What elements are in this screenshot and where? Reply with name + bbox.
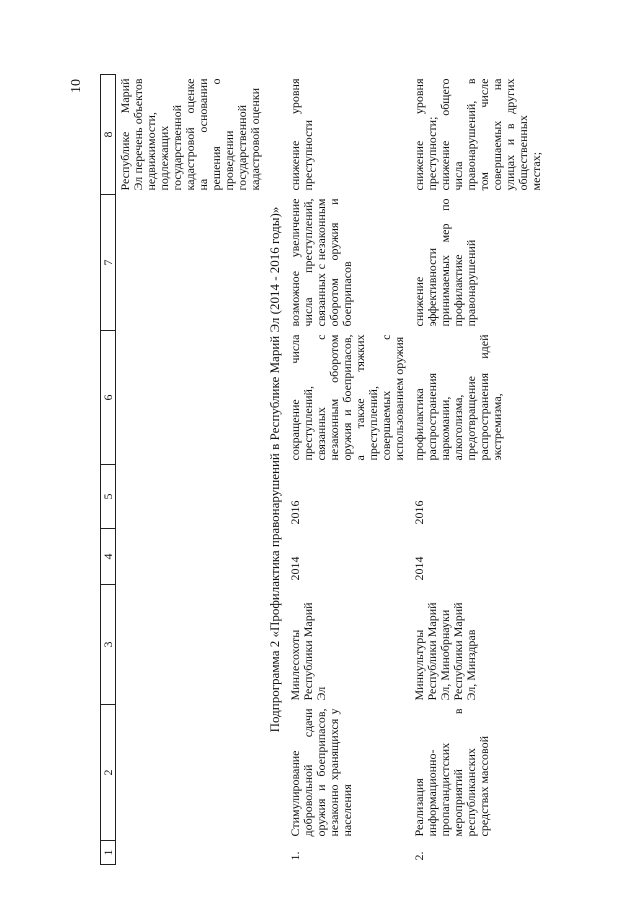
row2-executor: Минкультуры Республики Марий Эл, Минобрнауки Республики Марий Эл, Минздрав: [412, 602, 478, 701]
row2-result: профилактика распространения наркомании, алкоголизма, предотвращение распространения идей экстремизма,: [412, 334, 504, 461]
row1-event: Стимулирование добровольной сдачи оружия и боеприпасов, незаконно хранящихся у населения: [288, 708, 354, 837]
program-table: [100, 74, 543, 865]
col-header-7: 7: [101, 195, 116, 331]
col-header-4: 4: [101, 529, 116, 585]
col-header-3: 3: [101, 585, 116, 705]
col-header-1: 1: [101, 841, 116, 865]
row1-result: сокращение числа преступлений, связанных с незаконным оборотом оружия и боеприпасов, а также тяжких преступлений, совершаемых с использованием оружия: [288, 334, 406, 461]
row2-start: 2014: [412, 556, 426, 581]
row1-num: 1.: [288, 851, 302, 861]
rotated-table-area: [100, 75, 620, 865]
row1-indicator: снижение уровня преступности: [288, 78, 315, 191]
page-number: 10: [69, 79, 84, 93]
col-header-5: 5: [101, 465, 116, 529]
row2-indicator: снижение уровня преступности; снижение общего числа правонарушений, в том числе совершаемых на улицах и в других общественных местах;: [412, 78, 543, 191]
col-header-2: 2: [101, 705, 116, 841]
row2-end: 2016: [412, 500, 426, 525]
table-row: [286, 75, 406, 865]
col-header-8: 8: [101, 75, 116, 195]
top-continued-row: [116, 75, 263, 865]
row1-end: 2016: [288, 500, 302, 525]
subprogram-title: Подпрограмма 2 «Профилактика правонарушений в Республике Марий Эл (2014 - 2016 годы)»: [267, 206, 282, 733]
row2-num: 2.: [412, 851, 426, 861]
subprogram-row: [262, 75, 286, 865]
row1-start: 2014: [288, 556, 302, 581]
col-header-6: 6: [101, 331, 116, 465]
table-row: [410, 75, 543, 865]
row2-consequences: снижение эффективности принимаемых мер по профилактике правонарушений: [412, 198, 478, 327]
row1-consequences: возможное увеличение числа преступлений, связанных с незаконным оборотом оружия и боеприпасов: [288, 198, 354, 327]
top-row-col8: Республике Марий Эл перечень объектов недвижимости, подлежащих государственной кадастровой оценке на основании решения о проведении государственной кадастровой оценки: [118, 78, 262, 191]
header-row: [101, 75, 116, 865]
row1-executor: Минлесохоты Республики Марий Эл: [288, 602, 328, 701]
row2-event: Реализация информационно-пропагандистских мероприятий в республиканских средствах массовой: [412, 708, 491, 837]
